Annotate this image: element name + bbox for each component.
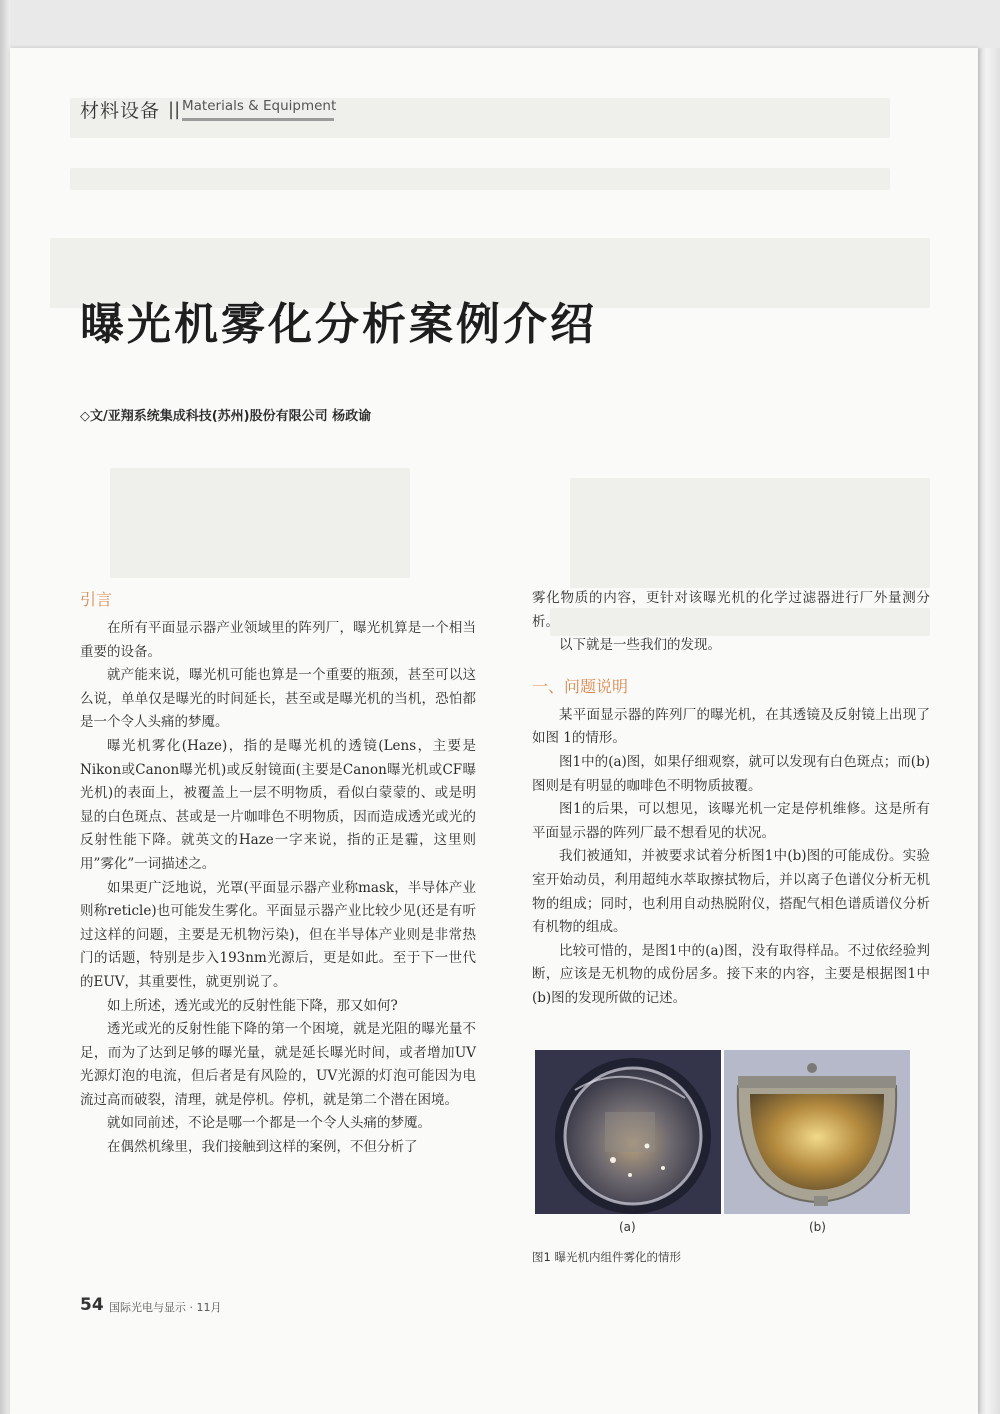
paragraph: 比较可惜的，是图1中的(a)图，没有取得样品。不过依经验判断，应该是无机物的成份居多。接下来的内容，主要是根据图1中(b)图的发现所做的记述。 — [532, 942, 930, 1006]
paragraph: 曝光机雾化(Haze)，指的是曝光机的透镜(Lens，主要是Nikon或Canon曝光机)或反射镜面(主要是Canon曝光机或CF曝光机)的表面上，被覆盖上一层不明物质，看似白蒙蒙的、或是明显的白色斑点、甚或是一片咖啡色不明物质，因而造成透光或光的反射性能下降。就英文的Haze一字来说，指的正是霾，这里则用”雾化”一词描述之。 — [80, 737, 476, 872]
paragraph: 图1中的(a)图，如果仔细观察，就可以发现有白色斑点；而(b)图则是有明显的咖啡色不明物质披覆。 — [532, 753, 930, 794]
lens-haze-image — [535, 1050, 721, 1214]
mirror-haze-image — [724, 1050, 910, 1214]
left-column — [80, 587, 476, 1160]
section-heading-problem: 一、问题说明 — [532, 676, 629, 696]
show-through-band — [70, 168, 890, 190]
paragraph-continuation: 雾化物质的内容，更针对该曝光机的化学过滤器进行厂外量测分析。 — [532, 590, 930, 630]
show-through-band — [570, 478, 930, 588]
figure-1 — [535, 1050, 927, 1240]
book-spine-shadow — [0, 0, 10, 1414]
figure-label-b: (b) — [809, 1220, 826, 1234]
page-number: 54 — [80, 1295, 104, 1315]
paragraph: 我们被通知，并被要求试着分析图1中(b)图的可能成份。实验室开始动员，利用超纯水萃取擦拭物后，并以离子色谱仪分析无机物的组成；同时，也利用自动热脱附仪，搭配气相色谱质谱仪分析有机物的组成。 — [532, 848, 930, 936]
paragraph: 在所有平面显示器产业领域里的阵列厂，曝光机算是一个相当重要的设备。 — [80, 620, 476, 660]
figure-label-a: (a) — [619, 1220, 636, 1234]
paragraph: 如果更广泛地说，光罩(平面显示器产业称mask，半导体产业则称reticle)也可能发生雾化。平面显示器产业比较少见(还是有听过这样的问题，主要是无机物污染)，但在半导体产业则是非常热门的话题，特别是步入193nm光源后，更是如此。至于下一世代的EUV，其重要性，就更别说了。 — [80, 879, 476, 990]
article-byline: ◇文/亚翔系统集成科技(苏州)股份有限公司 杨政谕 — [80, 409, 372, 424]
section-heading-intro: 引言 — [80, 590, 113, 609]
paragraph: 图1的后果，可以想见，该曝光机一定是停机维修。这是所有平面显示器的阵列厂最不想看见的状况。 — [532, 801, 930, 841]
article-title: 曝光机雾化分析案例介绍 — [80, 299, 597, 350]
page-edge — [978, 48, 1000, 1414]
paragraph: 某平面显示器的阵列厂的曝光机，在其透镜及反射镜上出现了如图 1的情形。 — [532, 706, 930, 747]
section-separator: || — [168, 99, 181, 120]
right-column — [532, 587, 930, 1011]
paragraph: 如上所述，透光或光的反射性能下降，那又如何? — [107, 997, 398, 1014]
paragraph: 就产能来说，曝光机可能也算是一个重要的瓶颈，甚至可以这么说，单单仅是曝光的时间延长，甚至或是曝光机的当机，恐怕都是一个令人头痛的梦魇。 — [80, 667, 476, 731]
lens-haze-photo — [535, 1050, 721, 1214]
show-through-band — [110, 468, 410, 578]
figure-caption: 图1 曝光机内组件雾化的情形 — [532, 1250, 681, 1264]
section-underline — [182, 118, 334, 121]
paragraph: 就如同前述，不论是哪一个都是一个令人头痛的梦魇。 — [107, 1115, 431, 1132]
paragraph: 在偶然机缘里，我们接触到这样的案例，不但分析了 — [107, 1139, 418, 1156]
paragraph: 以下就是一些我们的发现。 — [559, 637, 721, 654]
paragraph: 透光或光的反射性能下降的第一个困境，就是光阻的曝光量不足，而为了达到足够的曝光量，就是延长曝光时间，或者增加UV光源灯泡的电流，但后者是有风险的，UV光源的灯泡可能因为电流过高而破裂，清理，就是停机。停机，就是第二个潜在困境。 — [80, 1021, 476, 1108]
section-label-english: Materials & Equipment — [182, 98, 337, 114]
mirror-haze-photo — [724, 1050, 910, 1214]
publication-footer: 国际光电与显示 · 11月 — [109, 1301, 222, 1314]
section-label: 材料设备 — [80, 100, 161, 122]
